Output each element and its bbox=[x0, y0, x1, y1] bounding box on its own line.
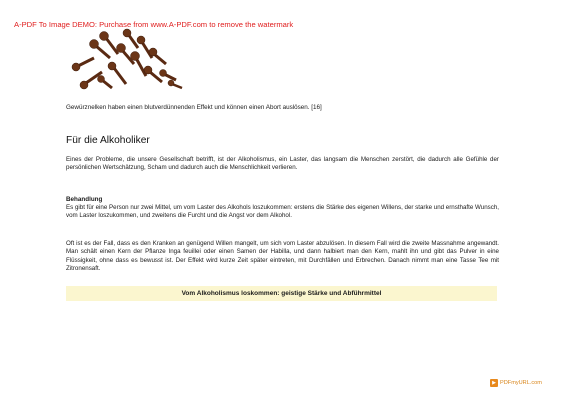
treatment-paragraph: Es gibt für eine Person nur zwei Mittel, um vom Laster des Alkohols loszukommen: erstens die Stärke des eigenen Willens, der starke und ernsthafte Wunsch, vom Laster loszukommen, und zweitens die Furcht und die Angst vor dem Alkohol. bbox=[66, 204, 499, 220]
watermark-text: A-PDF To Image DEMO: Purchase from www.A-PDF.com to remove the watermark bbox=[14, 20, 294, 29]
section-heading: Für die Alkoholiker bbox=[66, 135, 150, 146]
summary-banner bbox=[66, 286, 497, 301]
cloves-image bbox=[66, 28, 188, 100]
summary-banner-text: Vom Alkoholismus loskommen: geistige Stärke und Abführmittel bbox=[181, 290, 382, 297]
brand-label: PDFmyURL.com bbox=[500, 380, 542, 386]
image-caption: Gewürznelken haben einen blutverdünnenden Effekt und können einen Abort auslösen. [16] bbox=[66, 104, 322, 111]
intro-paragraph: Eines der Probleme, die unsere Gesellschaft betrifft, ist der Alkoholismus, ein Laster, das langsam die Menschen zerstört, die dadurch alle Gefühle der persönlichen Wertschätzung, Scham und dadurch auch die Menschlichkeit verlieren. bbox=[66, 156, 499, 172]
treatment-subheading: Behandlung bbox=[66, 196, 103, 203]
pdfmyurl-link[interactable] bbox=[490, 379, 542, 387]
pdf-logo-icon: ▶ bbox=[490, 379, 498, 387]
method-paragraph: Oft ist es der Fall, dass es den Kranken an genügend Willen mangelt, um sich vom Laster abzulösen. In diesem Fall wird die zweite Massnahme angewandt. Man schält einen Kern der Pflanze Inga feuillei oder einen Samen der Habilla, und dann halbiert man den Kern, mahlt ihn und gibt das Pulver in eine Flüssigkeit, ohne dass es bewusst ist. Der Effekt wird kurze Zeit später eintreten, mit Durchfällen und Erbrechen. Danach nimmt man eine Tasse Tee mit Zitronensaft. bbox=[66, 240, 499, 273]
